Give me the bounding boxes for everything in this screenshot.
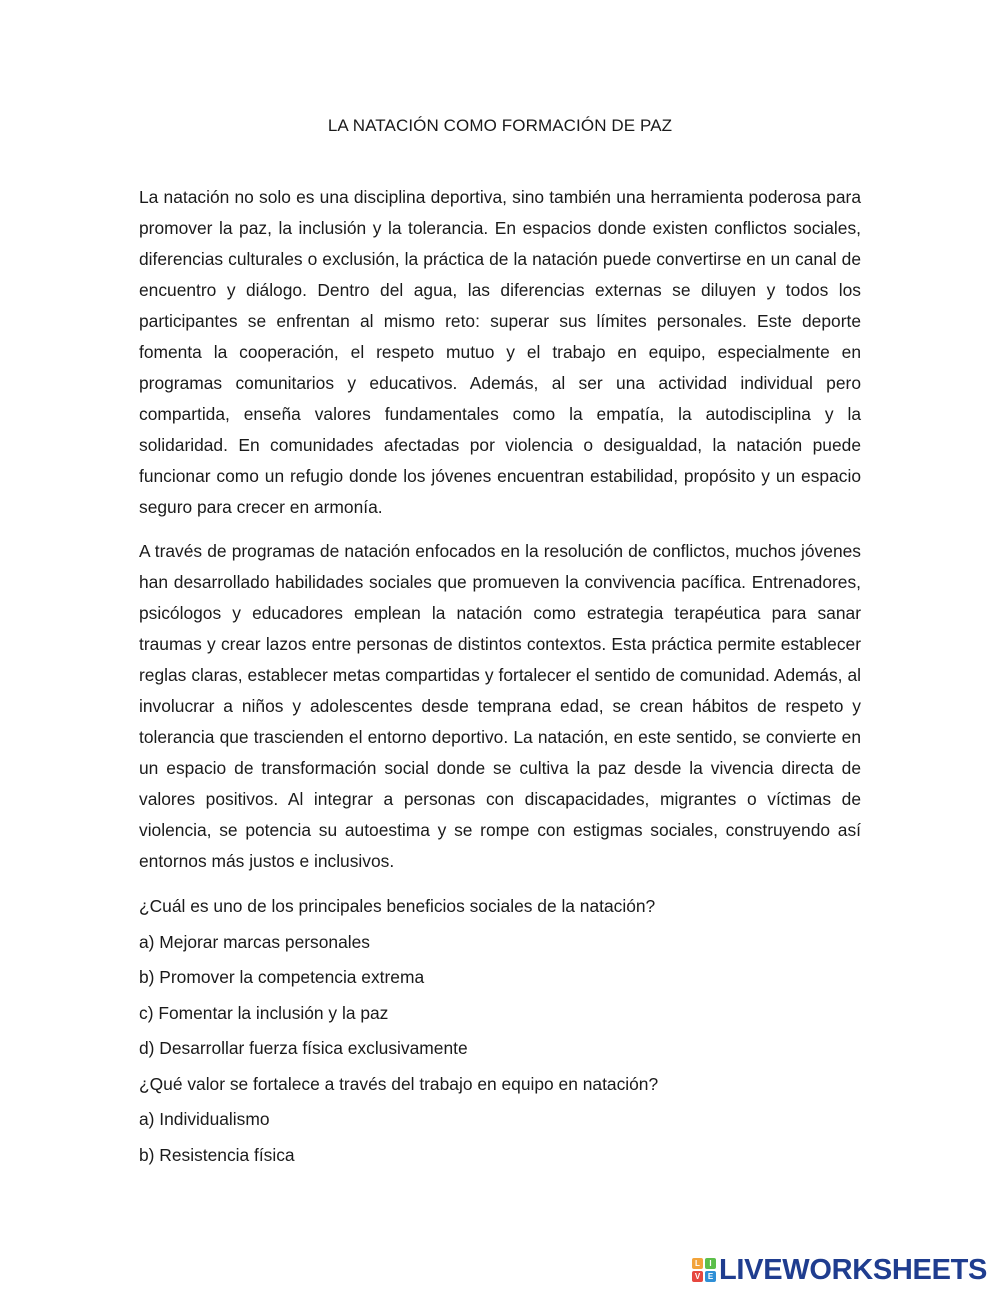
question-1-option-c[interactable]: c) Fomentar la inclusión y la paz — [139, 1002, 389, 1023]
question-1: ¿Cuál es uno de los principales beneficios sociales de la natación? — [139, 896, 656, 916]
question-1-option-d[interactable]: d) Desarrollar fuerza física exclusivamente — [139, 1038, 468, 1058]
question-2-option-b[interactable]: b) Resistencia física — [139, 1144, 295, 1165]
logo-square-e: E — [705, 1271, 716, 1282]
logo-square-i: I — [705, 1258, 716, 1269]
question-2-option-a[interactable]: a) Individualismo — [139, 1109, 270, 1129]
question-1-option-a[interactable]: a) Mejorar marcas personales — [139, 931, 370, 952]
logo-square-v: V — [692, 1271, 703, 1282]
page-title: LA NATACIÓN COMO FORMACIÓN DE PAZ — [327, 116, 673, 135]
question-2: ¿Qué valor se fortalece a través del trabajo en equipo en natación? — [139, 1073, 659, 1094]
question-1-option-b[interactable]: b) Promover la competencia extrema — [139, 967, 425, 987]
quiz-section — [139, 892, 861, 1176]
logo-square-l: L — [692, 1258, 703, 1269]
brand-name: LIVEWORKSHEETS — [719, 1254, 988, 1286]
paragraph-2: A través de programas de natación enfocados en la resolución de conflictos, muchos jóvenes han desarrollado habilidades sociales que promueven la convivencia pacífica. Entrenadores, psicólogos y educadores emplean la natación como estrategia terapéutica para sanar traumas y crear lazos entre personas de distintos contextos. Esta práctica permite establecer reglas claras, establecer metas compartidas y fortalecer el sentido de comunidad. Además, al involucrar a niños y adolescentes desde temprana edad, se crean hábitos de respeto y tolerancia que trascienden el entorno deportivo. La natación, en este sentido, se convierte en un espacio de transformación social donde se cultiva la paz desde la vivencia directa de valores positivos. Al integrar a personas con discapacidades, migrantes o víctimas de violencia, se potencia su autoestima y se rompe con estigmas sociales, construyendo así entornos más justos e inclusivos. — [139, 541, 861, 871]
paragraph-1: La natación no solo es una disciplina deportiva, sino también una herramienta poderosa para promover la paz, la inclusión y la tolerancia. En espacios donde existen conflictos sociales, diferencias culturales o exclusión, la práctica de la natación puede convertirse en un canal de encuentro y diálogo. Dentro del agua, las diferencias externas se diluyen y todos los participantes se enfrentan al mismo reto: superar sus límites personales. Este deporte fomenta la cooperación, el respeto mutuo y el trabajo en equipo, especialmente en programas comunitarios y educativos. Además, al ser una actividad individual pero compartida, enseña valores fundamentales como la empatía, la autodisciplina y la solidaridad. En comunidades afectadas por violencia o desigualdad, la natación puede funcionar como un refugio donde los jóvenes encuentran estabilidad, propósito y un espacio seguro para crecer en armonía. — [139, 187, 861, 517]
liveworksheets-logo-icon — [692, 1258, 716, 1282]
liveworksheets-brand — [692, 1255, 987, 1285]
